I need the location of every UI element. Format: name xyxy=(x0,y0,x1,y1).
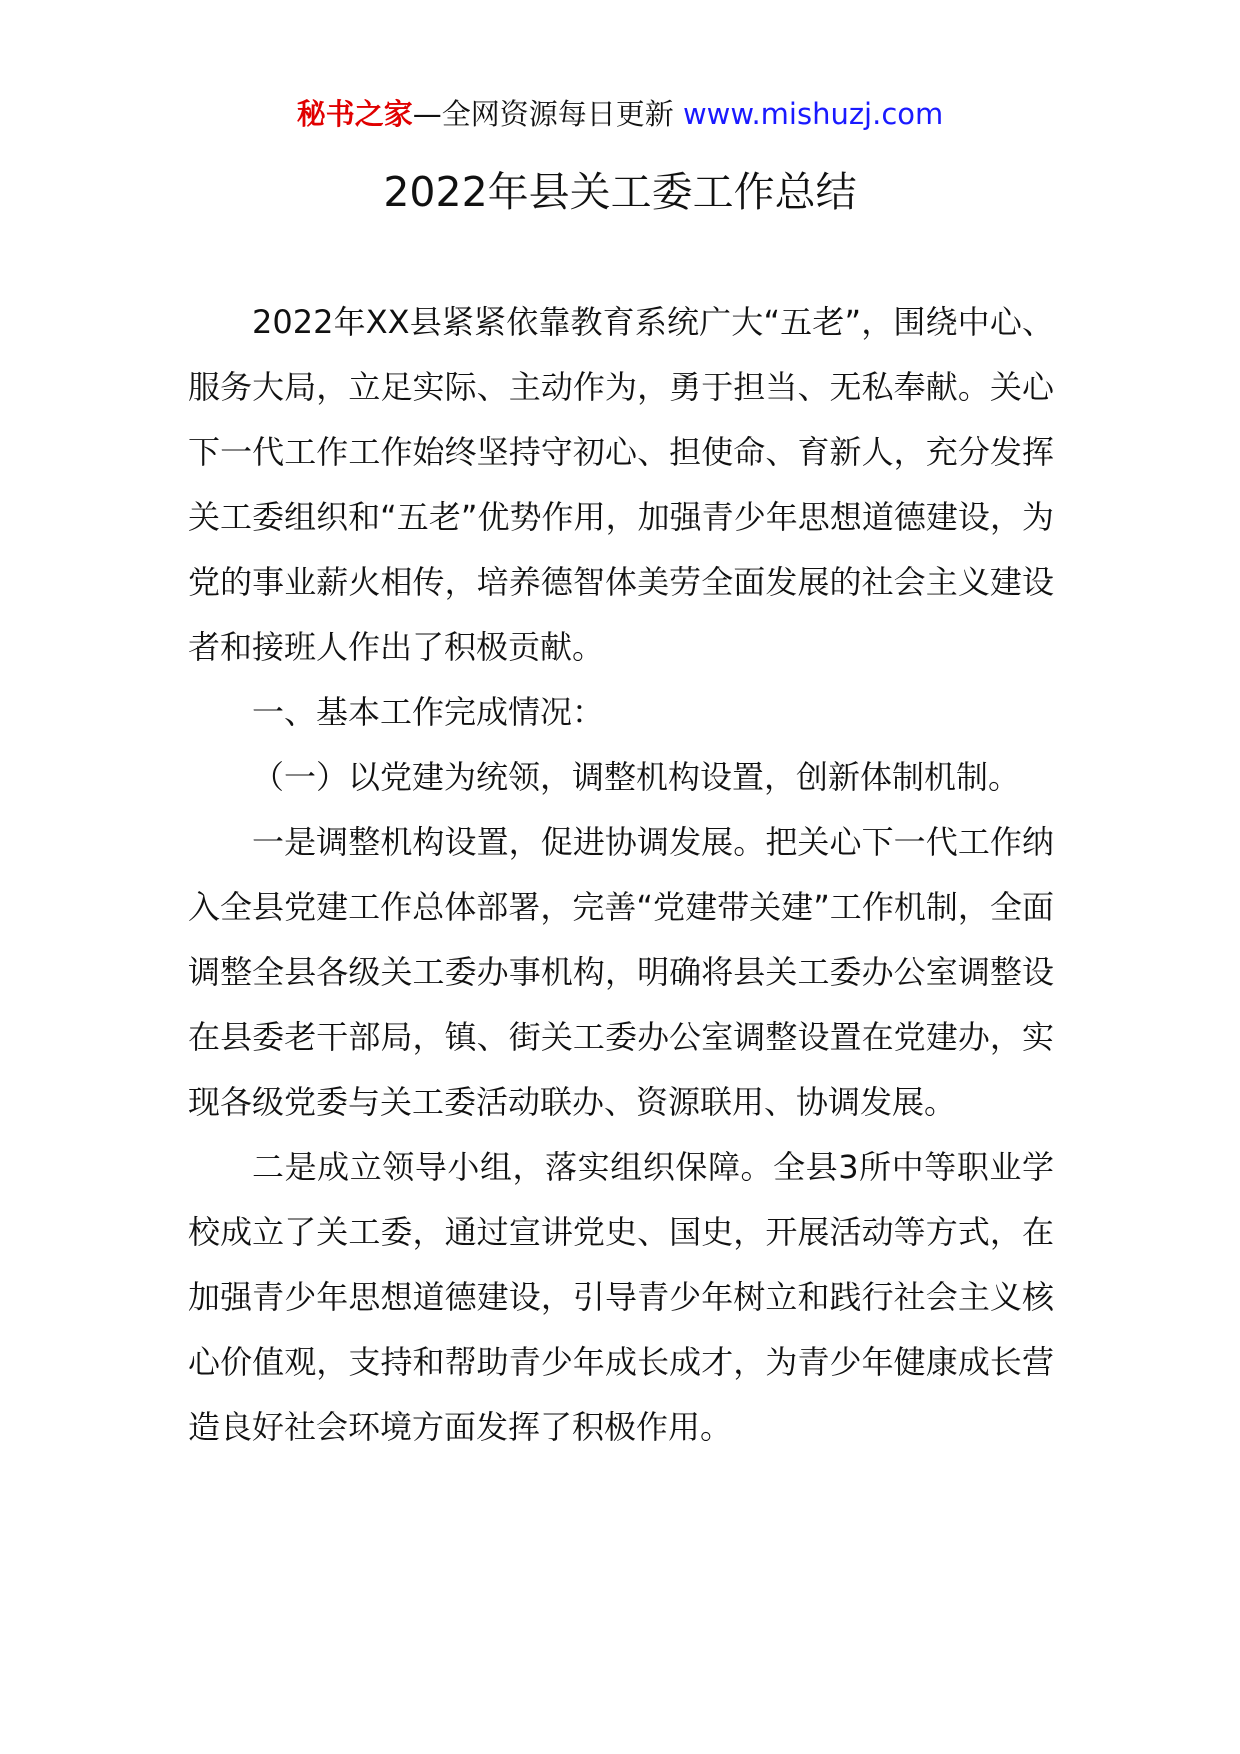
paragraph-intro: 2022年XX县紧紧依靠教育系统广大“五老”，围绕中心、服务大局，立足实际、主动作为，勇于担当、无私奉献。关心下一代工作工作始终坚持守初心、担使命、育新人，充分发挥关工委组织和“五老”优势作用，加强青少年思想道德建设，为党的事业薪火相传，培养德智体美劳全面发展的社会主义建设者和接班人作出了积极贡献。 xyxy=(188,303,1054,666)
site-brand: 秘书之家 xyxy=(296,97,413,131)
paragraph-item-2: 二是成立领导小组，落实组织保障。全县3所中等职业学校成立了关工委，通过宣讲党史、国史，开展活动等方式，在加强青少年思想道德建设，引导青少年树立和践行社会主义核心价值观，支持和帮助青少年成长成才，为青少年健康成长营造良好社会环境方面发挥了积极作用。 xyxy=(188,1148,1054,1446)
document-body xyxy=(188,290,1054,1460)
paragraph-item-1: 一是调整机构设置，促进协调发展。把关心下一代工作纳入全县党建工作总体部署，完善“党建带关建”工作机制，全面调整全县各级关工委办事机构，明确将县关工委办公室调整设在县委老干部局，镇、街关工委办公室调整设置在党建办，实现各级党委与关工委活动联办、资源联用、协调发展。 xyxy=(188,823,1054,1121)
section-heading-1: 一、基本工作完成情况： xyxy=(252,693,605,731)
site-url-link[interactable]: www.mishuzj.com xyxy=(682,97,944,131)
subsection-heading-1: （一）以党建为统领，调整机构设置，创新体制机制。 xyxy=(252,758,1021,796)
site-slogan: —全网资源每日更新 xyxy=(412,97,674,131)
document-title: 2022年县关工委工作总结 xyxy=(383,168,857,216)
site-header xyxy=(0,94,1240,134)
